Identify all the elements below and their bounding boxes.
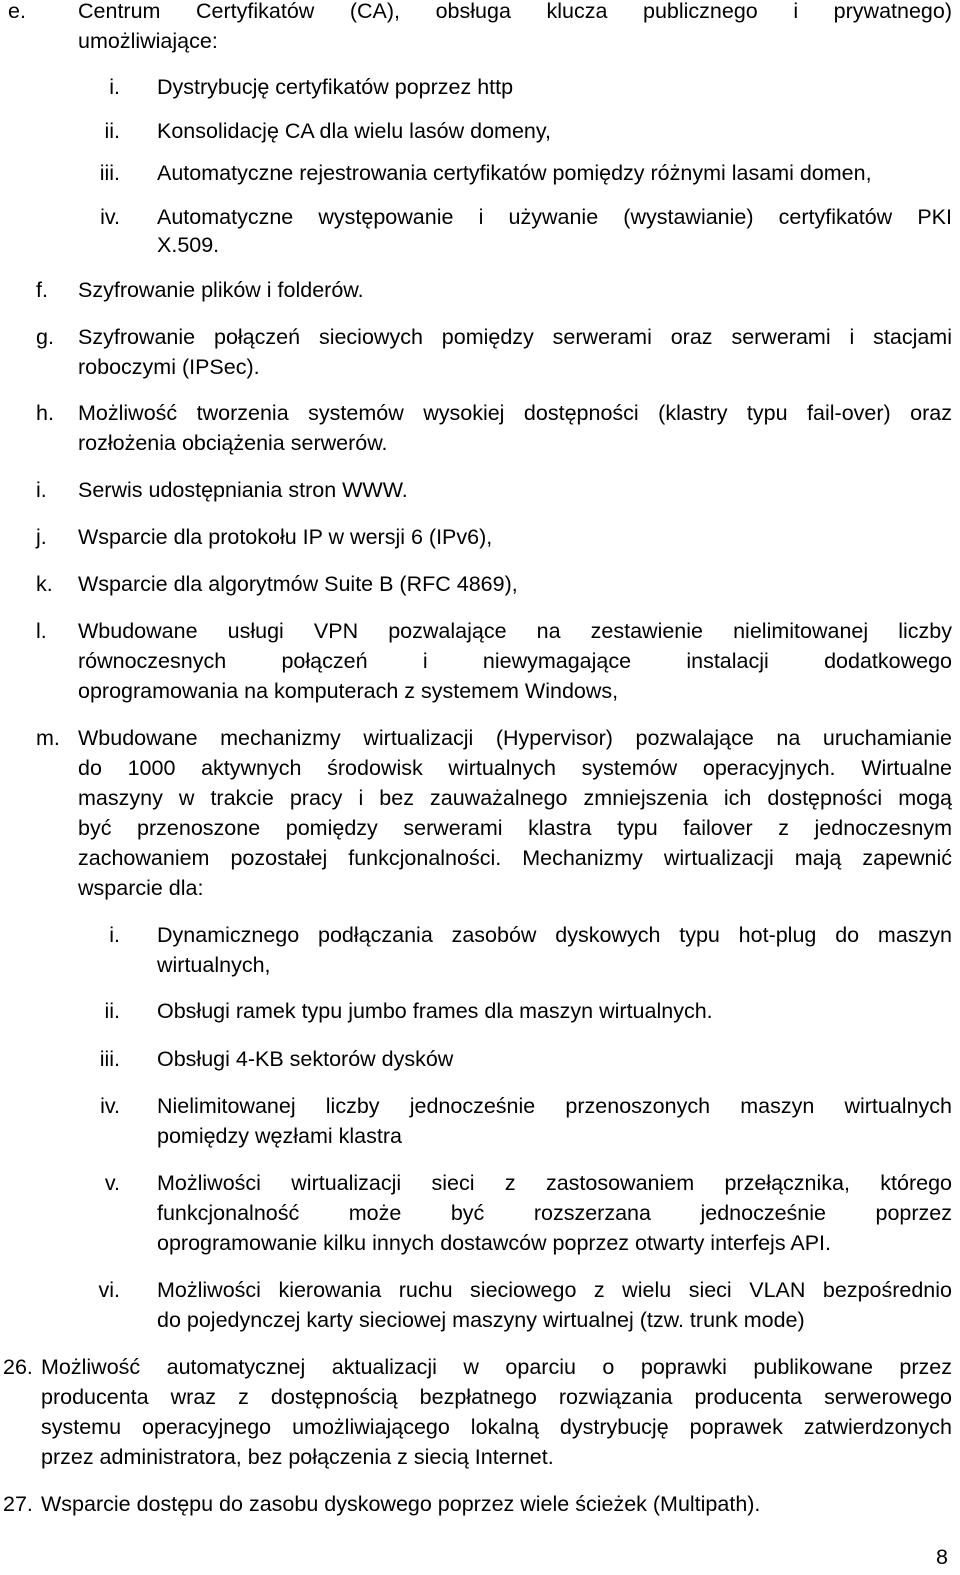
item-m-line2: do 1000 aktywnych środowisk wirtualnych systemów operacyjnych. Wirtualne	[78, 756, 952, 780]
item-m-sub-num: v.	[104, 1171, 120, 1195]
item-h-line2: rozłożenia obciążenia serwerów.	[78, 431, 388, 455]
item-m-sub-line1: Obsługi ramek typu jumbo frames dla maszyn wirtualnych.	[157, 999, 713, 1023]
item-l-line3: oprogramowania na komputerach z systemem Windows,	[78, 679, 619, 703]
item-f-text: Szyfrowanie plików i folderów.	[78, 278, 364, 302]
item-l-label: l.	[36, 619, 47, 643]
point-27-number: 27.	[3, 1492, 33, 1516]
item-m-sub-num: i.	[109, 923, 120, 947]
item-e-sub-num: ii.	[104, 119, 120, 143]
item-m-line6: wsparcie dla:	[78, 876, 204, 900]
item-m-line1: Wbudowane mechanizmy wirtualizacji (Hypervisor) pozwalające na uruchamianie	[78, 726, 952, 750]
item-m-sub-num: iv.	[100, 1094, 120, 1118]
item-m-line5: zachowaniem pozostałej funkcjonalności. Mechanizmy wirtualizacji mają zapewnić	[78, 846, 952, 870]
item-m-sub-num: ii.	[104, 999, 120, 1023]
item-e-sub-text: Automatyczne rejestrowania certyfikatów pomiędzy różnymi lasami domen,	[157, 161, 872, 185]
point-26-line2: producenta wraz z dostępnością bezpłatnego rozwiązania producenta serwerowego	[41, 1385, 952, 1409]
item-e-sub-num: iii.	[99, 161, 120, 185]
item-m-line3: maszyny w trakcie pracy i bez zauważalnego zmniejszenia ich dostępności mogą	[78, 786, 952, 810]
item-e-sub-line1: Automatyczne występowanie i używanie (wystawianie) certyfikatów PKI	[157, 205, 952, 229]
item-e-sub-num: iv.	[100, 205, 120, 229]
item-m-sub-line3: oprogramowanie kilku innych dostawców poprzez otwarty interfejs API.	[157, 1231, 831, 1255]
item-e-sub-num: i.	[109, 75, 120, 99]
item-e-sub-line2: X.509.	[157, 233, 220, 257]
item-e-sub-text: Dystrybucję certyfikatów poprzez http	[157, 75, 514, 99]
item-m-line4: być przenoszone pomiędzy serwerami klastra typu failover z jednoczesnym	[78, 816, 952, 840]
point-26-number: 26.	[3, 1355, 33, 1379]
item-m-label: m.	[36, 726, 60, 750]
item-m-sub-line1: Nielimitowanej liczby jednocześnie przenoszonych maszyn wirtualnych	[157, 1094, 952, 1118]
item-g-line1: Szyfrowanie połączeń sieciowych pomiędzy serwerami oraz serwerami i stacjami	[78, 325, 952, 349]
item-i-text: Serwis udostępniania stron WWW.	[78, 478, 408, 502]
item-f-label: f.	[36, 278, 48, 302]
item-m-sub-line1: Możliwości wirtualizacji sieci z zastosowaniem przełącznika, którego	[157, 1171, 952, 1195]
item-m-sub-num: iii.	[99, 1047, 120, 1071]
item-m-sub-line2: wirtualnych,	[157, 953, 271, 977]
point-26-line4: przez administratora, bez połączenia z siecią Internet.	[41, 1445, 554, 1469]
item-e-sub-text: Konsolidację CA dla wielu lasów domeny,	[157, 119, 551, 143]
page-number: 8	[936, 1545, 948, 1569]
point-26-line3: systemu operacyjnego umożliwiającego lokalną dystrybucję poprawek zatwierdzonych	[41, 1415, 952, 1439]
item-m-sub-num: vi.	[98, 1278, 120, 1302]
item-k-label: k.	[36, 572, 53, 596]
item-m-sub-line1: Dynamicznego podłączania zasobów dyskowych typu hot-plug do maszyn	[157, 923, 952, 947]
item-l-line2: równoczesnych połączeń i niewymagające instalacji dodatkowego	[78, 649, 952, 673]
item-l-line1: Wbudowane usługi VPN pozwalające na zestawienie nielimitowanej liczby	[78, 619, 952, 643]
item-m-sub-line1: Obsługi 4-KB sektorów dysków	[157, 1047, 454, 1071]
item-e-line1: Centrum Certyfikatów (CA), obsługa klucza publicznego i prywatnego)	[78, 0, 952, 23]
item-g-line2: roboczymi (IPSec).	[78, 355, 260, 379]
item-m-sub-line2: do pojedynczej karty sieciowej maszyny wirtualnej (tzw. trunk mode)	[157, 1308, 805, 1332]
item-k-text: Wsparcie dla algorytmów Suite B (RFC 4869),	[78, 572, 518, 596]
point-27-text: Wsparcie dostępu do zasobu dyskowego poprzez wiele ścieżek (Multipath).	[41, 1492, 761, 1516]
item-h-label: h.	[36, 401, 54, 425]
item-m-sub-line1: Możliwości kierowania ruchu sieciowego z wielu sieci VLAN bezpośrednio	[157, 1278, 952, 1302]
item-e-line2: umożliwiające:	[78, 29, 218, 53]
item-m-sub-line2: funkcjonalność może być rozszerzana jednocześnie poprzez	[157, 1201, 952, 1225]
item-e-label: e.	[8, 0, 26, 23]
point-26-line1: Możliwość automatycznej aktualizacji w oparciu o poprawki publikowane przez	[41, 1355, 952, 1379]
item-m-sub-line2: pomiędzy węzłami klastra	[157, 1124, 402, 1148]
item-i-label: i.	[36, 478, 47, 502]
item-h-line1: Możliwość tworzenia systemów wysokiej dostępności (klastry typu fail-over) oraz	[78, 401, 952, 425]
item-g-label: g.	[36, 325, 54, 349]
item-j-label: j.	[36, 525, 47, 549]
item-j-text: Wsparcie dla protokołu IP w wersji 6 (IPv6),	[78, 525, 493, 549]
